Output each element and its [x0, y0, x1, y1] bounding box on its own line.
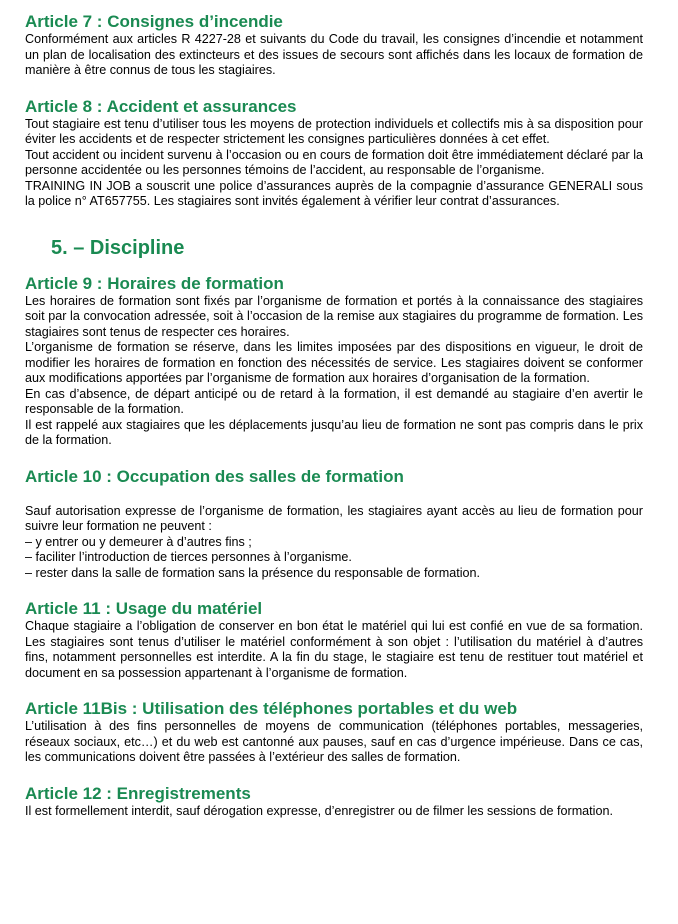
- article-8-text-1: Tout stagiaire est tenu d’utiliser tous les moyens de protection individuels et collectifs mis à sa disposition pour éviter les accidents et de respecter strictement les consignes particulières données à cet effet.: [25, 116, 643, 146]
- article-7: [25, 12, 643, 79]
- article-10-title: Article 10 : Occupation des salles de formation: [25, 466, 404, 486]
- article-12-text: Il est formellement interdit, sauf dérogation expresse, d’enregistrer ou de filmer les sessions de formation.: [25, 803, 613, 818]
- article-10-item-1: – y entrer ou y demeurer à d’autres fins ;: [25, 534, 252, 549]
- article-11bis-title: Article 11Bis : Utilisation des téléphones portables et du web: [25, 699, 518, 718]
- document-page: [25, 12, 643, 819]
- article-11-text: Chaque stagiaire a l’obligation de conserver en bon état le matériel qui lui est confié en vue de sa formation. Les stagiaires sont tenus d’utiliser le matériel conformément à son objet : l’utilisation du matériel à d’autres fins, notamment personnelles est interdite. A la fin du stage, le stagiaire est tenu de restituer tout matériel et document en sa possession appartenant à l’organisme de formation.: [25, 619, 643, 680]
- article-9-text-3: En cas d’absence, de départ anticipé ou de retard à la formation, il est demandé au stagiaire d’en avertir le responsable de la formation.: [25, 386, 643, 416]
- article-8-text-2: Tout accident ou incident survenu à l’occasion ou en cours de formation doit être immédiatement déclaré par la personne accidentée ou les personnes témoins de l’accident, au responsable de l’organisme.: [25, 147, 643, 177]
- article-9-text-2: L’organisme de formation se réserve, dans les limites imposées par des dispositions en vigueur, le droit de modifier les horaires de formation en fonction des nécessités de service. Les stagiaires doivent se conformer aux modifications apportées par l’organisme de formation aux horaires d’organisation de la formation.: [25, 340, 643, 385]
- article-10-intro: Sauf autorisation expresse de l’organisme de formation, les stagiaires ayant accès au lieu de formation pour suivre leur formation ne peuvent :: [25, 503, 643, 533]
- article-10: [25, 467, 643, 582]
- section-discipline: [25, 236, 643, 260]
- article-8-text-3: TRAINING IN JOB a souscrit une police d’assurances auprès de la compagnie d’assurance GENERALI sous la police n° AT657755. Les stagiaires sont invités également à vérifier leur contrat d’assurances.: [25, 178, 643, 208]
- article-11bis: [25, 699, 643, 766]
- article-11-title: Article 11 : Usage du matériel: [25, 599, 263, 618]
- article-11bis-text: L’utilisation à des fins personnelles de moyens de communication (téléphones portables, messageries, réseaux sociaux, etc…) et du web est cantonné aux pauses, sauf en cas d’urgence impérieuse. Dans ce cas, les communications doivent être passées à l’extérieur des salles de formation.: [25, 719, 643, 764]
- article-10-item-2: – faciliter l’introduction de tierces personnes à l’organisme.: [25, 550, 352, 564]
- article-11: [25, 599, 643, 681]
- article-9: [25, 274, 643, 449]
- article-9-title: Article 9 : Horaires de formation: [25, 273, 284, 293]
- article-8-title: Article 8 : Accident et assurances: [25, 96, 297, 116]
- article-12: [25, 784, 643, 820]
- article-9-text-1: Les horaires de formation sont fixés par l’organisme de formation et portés à la connaissance des stagiaires soit par la convocation adressée, soit à l’occasion de la remise aux stagiaires du programme de formation. Les stagiaires sont tenus de respecter ces horaires.: [25, 293, 643, 339]
- article-10-item-3: – rester dans la salle de formation sans la présence du responsable de formation.: [25, 565, 481, 580]
- article-7-text: Conformément aux articles R 4227-28 et suivants du Code du travail, les consignes d’incendie et notamment un plan de localisation des extincteurs et des issues de secours sont affichés dans les locaux de formation de manière à être connus de tous les stagiaires.: [25, 32, 643, 77]
- article-8: [25, 97, 643, 210]
- article-12-title: Article 12 : Enregistrements: [25, 783, 251, 803]
- section-title: 5. – Discipline: [51, 236, 185, 259]
- article-7-title: Article 7 : Consignes d’incendie: [25, 12, 283, 31]
- article-9-text-4: Il est rappelé aux stagiaires que les déplacements jusqu’au lieu de formation ne sont pas compris dans le prix de la formation.: [25, 417, 643, 447]
